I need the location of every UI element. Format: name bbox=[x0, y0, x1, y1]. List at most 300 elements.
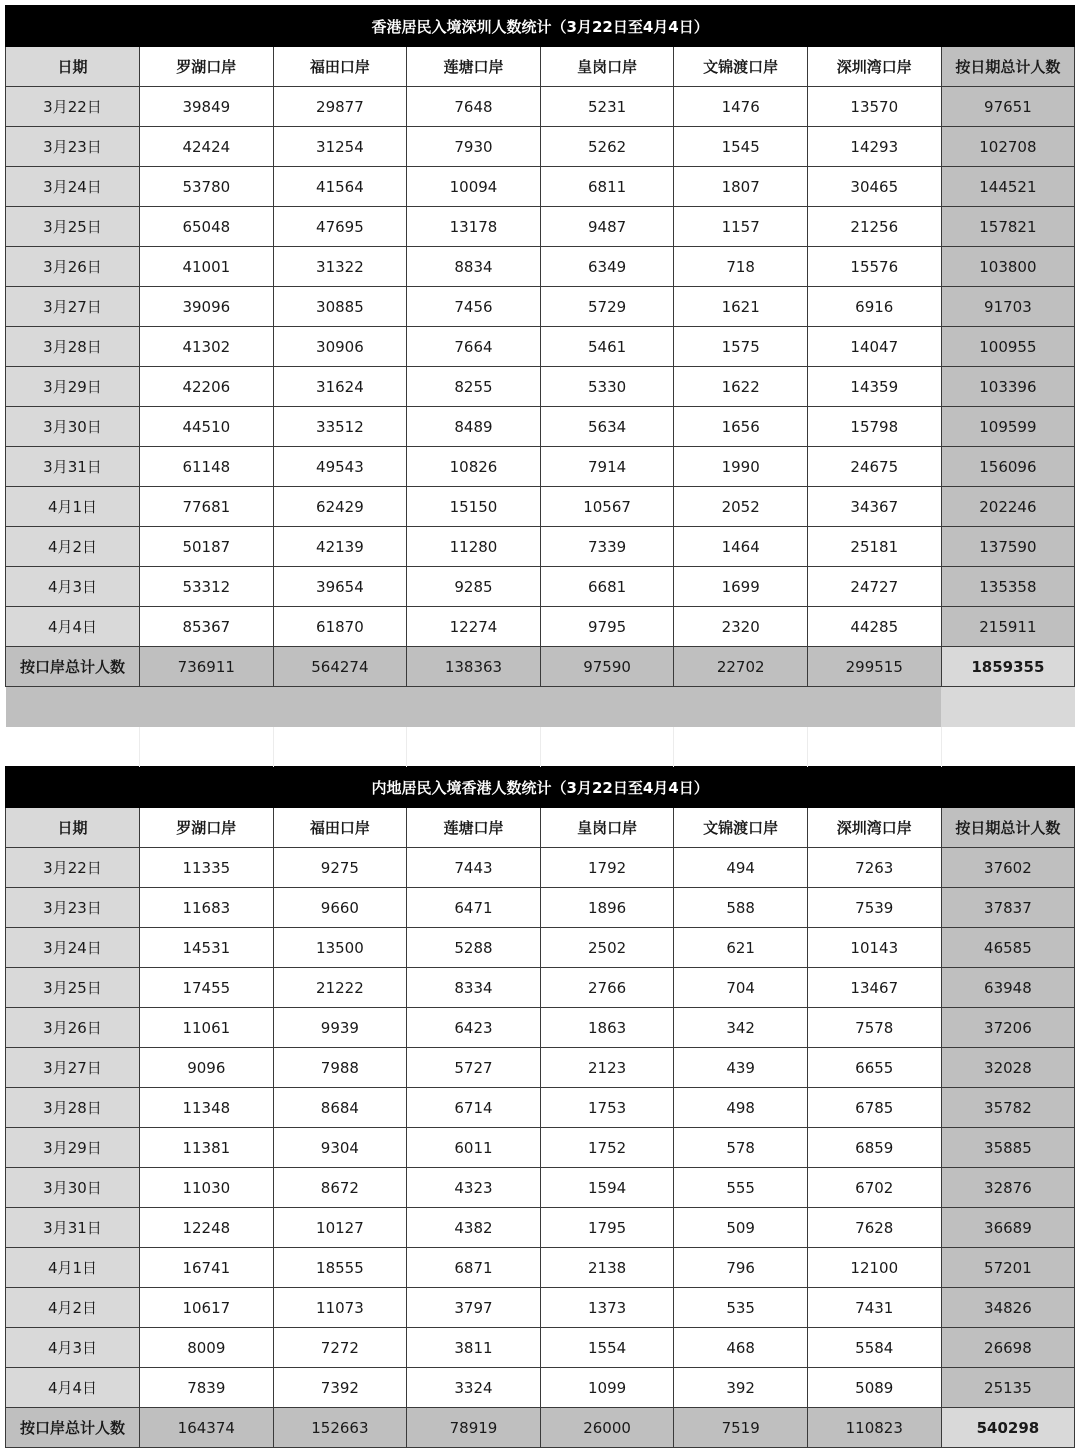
value-cell[interactable]: 31624 bbox=[273, 367, 407, 407]
value-cell[interactable]: 5729 bbox=[540, 287, 674, 327]
value-cell[interactable]: 6714 bbox=[407, 1088, 541, 1128]
value-cell[interactable]: 6655 bbox=[807, 1048, 941, 1088]
value-cell[interactable]: 1795 bbox=[540, 1208, 674, 1248]
value-cell[interactable]: 535 bbox=[674, 1288, 808, 1328]
table-row bbox=[6, 1288, 1075, 1328]
value-cell[interactable]: 4382 bbox=[407, 1208, 541, 1248]
value-cell[interactable]: 61870 bbox=[273, 607, 407, 647]
value-cell[interactable]: 13500 bbox=[273, 928, 407, 968]
value-cell[interactable]: 24675 bbox=[807, 447, 941, 487]
date-cell[interactable]: 3月31日 bbox=[6, 447, 140, 487]
value-cell[interactable]: 2766 bbox=[540, 968, 674, 1008]
date-cell[interactable]: 3月23日 bbox=[6, 888, 140, 928]
value-cell[interactable]: 11335 bbox=[140, 848, 274, 888]
table-row bbox=[6, 287, 1075, 327]
value-cell[interactable]: 5584 bbox=[807, 1328, 941, 1368]
value-cell[interactable]: 7628 bbox=[807, 1208, 941, 1248]
value-cell[interactable]: 14359 bbox=[807, 367, 941, 407]
value-cell[interactable]: 30465 bbox=[807, 167, 941, 207]
date-total-cell[interactable]: 156096 bbox=[941, 447, 1075, 487]
date-total-cell[interactable]: 57201 bbox=[941, 1248, 1075, 1288]
table-row bbox=[6, 1208, 1075, 1248]
date-cell[interactable]: 3月25日 bbox=[6, 968, 140, 1008]
value-cell[interactable]: 1753 bbox=[540, 1088, 674, 1128]
value-cell[interactable]: 61148 bbox=[140, 447, 274, 487]
date-total-cell[interactable]: 215911 bbox=[941, 607, 1075, 647]
value-cell[interactable]: 7263 bbox=[807, 848, 941, 888]
date-total-cell[interactable]: 63948 bbox=[941, 968, 1075, 1008]
value-cell[interactable]: 13467 bbox=[807, 968, 941, 1008]
column-header[interactable]: 文锦渡口岸 bbox=[674, 47, 808, 87]
date-cell[interactable]: 3月26日 bbox=[6, 247, 140, 287]
value-cell[interactable]: 8255 bbox=[407, 367, 541, 407]
spreadsheet bbox=[5, 5, 1074, 1448]
column-header[interactable]: 罗湖口岸 bbox=[140, 47, 274, 87]
value-cell[interactable]: 9487 bbox=[540, 207, 674, 247]
date-cell[interactable]: 3月28日 bbox=[6, 1088, 140, 1128]
port-total-cell[interactable]: 736911 bbox=[140, 647, 274, 687]
hk-to-sz-table-title: 香港居民入境深圳人数统计（3月22日至4月4日） bbox=[6, 6, 1075, 47]
value-cell[interactable]: 10143 bbox=[807, 928, 941, 968]
value-cell[interactable]: 7339 bbox=[540, 527, 674, 567]
value-cell[interactable]: 39654 bbox=[273, 567, 407, 607]
value-cell[interactable]: 5461 bbox=[540, 327, 674, 367]
table-row bbox=[6, 367, 1075, 407]
port-total-cell[interactable]: 564274 bbox=[273, 647, 407, 687]
value-cell[interactable]: 1656 bbox=[674, 407, 808, 447]
value-cell[interactable]: 1621 bbox=[674, 287, 808, 327]
grand-total-cell[interactable]: 540298 bbox=[941, 1408, 1075, 1448]
value-cell[interactable]: 7664 bbox=[407, 327, 541, 367]
date-total-cell[interactable]: 144521 bbox=[941, 167, 1075, 207]
value-cell[interactable]: 15576 bbox=[807, 247, 941, 287]
table-row bbox=[6, 1328, 1075, 1368]
value-cell[interactable]: 14293 bbox=[807, 127, 941, 167]
value-cell[interactable]: 392 bbox=[674, 1368, 808, 1408]
value-cell[interactable]: 7648 bbox=[407, 87, 541, 127]
value-cell[interactable]: 21256 bbox=[807, 207, 941, 247]
value-cell[interactable]: 509 bbox=[674, 1208, 808, 1248]
port-total-cell[interactable]: 26000 bbox=[540, 1408, 674, 1448]
value-cell[interactable]: 5288 bbox=[407, 928, 541, 968]
port-total-cell[interactable]: 22702 bbox=[674, 647, 808, 687]
table-row bbox=[6, 527, 1075, 567]
value-cell[interactable]: 9939 bbox=[273, 1008, 407, 1048]
value-cell[interactable]: 10567 bbox=[540, 487, 674, 527]
value-cell[interactable]: 439 bbox=[674, 1048, 808, 1088]
date-total-cell[interactable]: 102708 bbox=[941, 127, 1075, 167]
value-cell[interactable]: 796 bbox=[674, 1248, 808, 1288]
empty-cell[interactable] bbox=[140, 727, 274, 767]
value-cell[interactable]: 5727 bbox=[407, 1048, 541, 1088]
column-header[interactable]: 莲塘口岸 bbox=[407, 47, 541, 87]
empty-cell[interactable] bbox=[273, 727, 407, 767]
empty-cell[interactable] bbox=[407, 727, 541, 767]
value-cell[interactable]: 53312 bbox=[140, 567, 274, 607]
date-cell[interactable]: 4月2日 bbox=[6, 1288, 140, 1328]
date-total-cell[interactable]: 157821 bbox=[941, 207, 1075, 247]
value-cell[interactable]: 8009 bbox=[140, 1328, 274, 1368]
date-total-cell[interactable]: 36689 bbox=[941, 1208, 1075, 1248]
value-cell[interactable]: 9660 bbox=[273, 888, 407, 928]
value-cell[interactable]: 33512 bbox=[273, 407, 407, 447]
date-cell[interactable]: 3月26日 bbox=[6, 1008, 140, 1048]
date-total-cell[interactable]: 32028 bbox=[941, 1048, 1075, 1088]
column-header[interactable]: 福田口岸 bbox=[273, 808, 407, 848]
value-cell[interactable]: 1896 bbox=[540, 888, 674, 928]
value-cell[interactable]: 65048 bbox=[140, 207, 274, 247]
table-row bbox=[6, 1368, 1075, 1408]
value-cell[interactable]: 12248 bbox=[140, 1208, 274, 1248]
date-cell[interactable]: 3月25日 bbox=[6, 207, 140, 247]
value-cell[interactable]: 7443 bbox=[407, 848, 541, 888]
date-total-cell[interactable]: 103800 bbox=[941, 247, 1075, 287]
value-cell[interactable]: 3811 bbox=[407, 1328, 541, 1368]
value-cell[interactable]: 44510 bbox=[140, 407, 274, 447]
value-cell[interactable]: 53780 bbox=[140, 167, 274, 207]
value-cell[interactable]: 6423 bbox=[407, 1008, 541, 1048]
empty-cell[interactable] bbox=[674, 727, 808, 767]
column-header[interactable]: 深圳湾口岸 bbox=[807, 808, 941, 848]
value-cell[interactable]: 1807 bbox=[674, 167, 808, 207]
port-total-cell[interactable]: 78919 bbox=[407, 1408, 541, 1448]
value-cell[interactable]: 578 bbox=[674, 1128, 808, 1168]
value-cell[interactable]: 555 bbox=[674, 1168, 808, 1208]
value-cell[interactable]: 15798 bbox=[807, 407, 941, 447]
mainland-to-hk-header-row bbox=[6, 808, 1075, 848]
value-cell[interactable]: 588 bbox=[674, 888, 808, 928]
value-cell[interactable]: 29877 bbox=[273, 87, 407, 127]
value-cell[interactable]: 7578 bbox=[807, 1008, 941, 1048]
date-total-cell[interactable]: 91703 bbox=[941, 287, 1075, 327]
date-cell[interactable]: 4月3日 bbox=[6, 567, 140, 607]
value-cell[interactable]: 10617 bbox=[140, 1288, 274, 1328]
column-header[interactable]: 莲塘口岸 bbox=[407, 808, 541, 848]
value-cell[interactable]: 34367 bbox=[807, 487, 941, 527]
column-header[interactable]: 皇岗口岸 bbox=[540, 47, 674, 87]
date-cell[interactable]: 3月30日 bbox=[6, 407, 140, 447]
date-cell[interactable]: 3月31日 bbox=[6, 1208, 140, 1248]
date-total-cell[interactable]: 37837 bbox=[941, 888, 1075, 928]
table-row bbox=[6, 207, 1075, 247]
totals-label[interactable]: 按口岸总计人数 bbox=[6, 647, 140, 687]
value-cell[interactable]: 8834 bbox=[407, 247, 541, 287]
value-cell[interactable]: 30906 bbox=[273, 327, 407, 367]
date-cell[interactable]: 3月28日 bbox=[6, 327, 140, 367]
date-total-cell[interactable]: 32876 bbox=[941, 1168, 1075, 1208]
value-cell[interactable]: 621 bbox=[674, 928, 808, 968]
table-row bbox=[6, 1008, 1075, 1048]
value-cell[interactable]: 7272 bbox=[273, 1328, 407, 1368]
value-cell[interactable]: 39096 bbox=[140, 287, 274, 327]
date-cell[interactable]: 3月27日 bbox=[6, 1048, 140, 1088]
value-cell[interactable]: 5330 bbox=[540, 367, 674, 407]
date-cell[interactable]: 4月4日 bbox=[6, 607, 140, 647]
value-cell[interactable]: 7456 bbox=[407, 287, 541, 327]
value-cell[interactable]: 1464 bbox=[674, 527, 808, 567]
date-cell[interactable]: 3月24日 bbox=[6, 928, 140, 968]
value-cell[interactable]: 1545 bbox=[674, 127, 808, 167]
date-cell[interactable]: 3月24日 bbox=[6, 167, 140, 207]
hk-to-sz-title-row bbox=[6, 6, 1075, 47]
port-total-cell[interactable]: 110823 bbox=[807, 1408, 941, 1448]
value-cell[interactable]: 1575 bbox=[674, 327, 808, 367]
date-total-cell[interactable]: 35885 bbox=[941, 1128, 1075, 1168]
hk-to-sz-header-row bbox=[6, 47, 1075, 87]
table-row bbox=[6, 968, 1075, 1008]
port-total-cell[interactable]: 164374 bbox=[140, 1408, 274, 1448]
date-total-cell[interactable]: 26698 bbox=[941, 1328, 1075, 1368]
date-total-cell[interactable]: 35782 bbox=[941, 1088, 1075, 1128]
date-cell[interactable]: 4月2日 bbox=[6, 527, 140, 567]
date-total-cell[interactable]: 37602 bbox=[941, 848, 1075, 888]
value-cell[interactable]: 31322 bbox=[273, 247, 407, 287]
value-cell[interactable]: 342 bbox=[674, 1008, 808, 1048]
value-cell[interactable]: 468 bbox=[674, 1328, 808, 1368]
value-cell[interactable]: 11683 bbox=[140, 888, 274, 928]
date-cell[interactable]: 4月1日 bbox=[6, 487, 140, 527]
column-header[interactable]: 罗湖口岸 bbox=[140, 808, 274, 848]
value-cell[interactable]: 6702 bbox=[807, 1168, 941, 1208]
date-cell[interactable]: 4月3日 bbox=[6, 1328, 140, 1368]
value-cell[interactable]: 8684 bbox=[273, 1088, 407, 1128]
column-header[interactable]: 按日期总计人数 bbox=[941, 808, 1075, 848]
date-cell[interactable]: 3月23日 bbox=[6, 127, 140, 167]
value-cell[interactable]: 1554 bbox=[540, 1328, 674, 1368]
value-cell[interactable]: 41302 bbox=[140, 327, 274, 367]
border-crossing-tables bbox=[5, 5, 1075, 1448]
value-cell[interactable]: 30885 bbox=[273, 287, 407, 327]
empty-cell[interactable] bbox=[540, 727, 674, 767]
value-cell[interactable]: 718 bbox=[674, 247, 808, 287]
value-cell[interactable]: 1752 bbox=[540, 1128, 674, 1168]
table-row bbox=[6, 928, 1075, 968]
value-cell[interactable]: 17455 bbox=[140, 968, 274, 1008]
table-row bbox=[6, 1248, 1075, 1288]
value-cell[interactable]: 10094 bbox=[407, 167, 541, 207]
column-header[interactable]: 深圳湾口岸 bbox=[807, 47, 941, 87]
value-cell[interactable]: 47695 bbox=[273, 207, 407, 247]
mainland-to-hk-title-row bbox=[6, 767, 1075, 808]
value-cell[interactable]: 1157 bbox=[674, 207, 808, 247]
table-row bbox=[6, 848, 1075, 888]
value-cell[interactable]: 42424 bbox=[140, 127, 274, 167]
table-row bbox=[6, 447, 1075, 487]
value-cell[interactable]: 41001 bbox=[140, 247, 274, 287]
port-total-cell[interactable]: 299515 bbox=[807, 647, 941, 687]
table-row bbox=[6, 167, 1075, 207]
value-cell[interactable]: 2320 bbox=[674, 607, 808, 647]
value-cell[interactable]: 13570 bbox=[807, 87, 941, 127]
empty-cell[interactable] bbox=[941, 727, 1075, 767]
date-cell[interactable]: 3月22日 bbox=[6, 848, 140, 888]
value-cell[interactable]: 11381 bbox=[140, 1128, 274, 1168]
value-cell[interactable]: 5231 bbox=[540, 87, 674, 127]
date-total-cell[interactable]: 135358 bbox=[941, 567, 1075, 607]
value-cell[interactable]: 3797 bbox=[407, 1288, 541, 1328]
date-total-cell[interactable]: 202246 bbox=[941, 487, 1075, 527]
value-cell[interactable]: 10826 bbox=[407, 447, 541, 487]
value-cell[interactable]: 44285 bbox=[807, 607, 941, 647]
value-cell[interactable]: 8334 bbox=[407, 968, 541, 1008]
value-cell[interactable]: 2502 bbox=[540, 928, 674, 968]
column-header[interactable]: 日期 bbox=[6, 47, 140, 87]
totals-label[interactable]: 按口岸总计人数 bbox=[6, 1408, 140, 1448]
value-cell[interactable]: 12100 bbox=[807, 1248, 941, 1288]
date-cell[interactable]: 3月29日 bbox=[6, 1128, 140, 1168]
value-cell[interactable]: 9275 bbox=[273, 848, 407, 888]
date-total-cell[interactable]: 97651 bbox=[941, 87, 1075, 127]
column-header[interactable]: 皇岗口岸 bbox=[540, 808, 674, 848]
value-cell[interactable]: 494 bbox=[674, 848, 808, 888]
table-row bbox=[6, 127, 1075, 167]
table-row bbox=[6, 1048, 1075, 1088]
value-cell[interactable]: 14531 bbox=[140, 928, 274, 968]
value-cell[interactable]: 9285 bbox=[407, 567, 541, 607]
date-total-cell[interactable]: 100955 bbox=[941, 327, 1075, 367]
value-cell[interactable]: 6471 bbox=[407, 888, 541, 928]
value-cell[interactable]: 4323 bbox=[407, 1168, 541, 1208]
date-total-cell[interactable]: 37206 bbox=[941, 1008, 1075, 1048]
column-header[interactable]: 日期 bbox=[6, 808, 140, 848]
value-cell[interactable]: 9795 bbox=[540, 607, 674, 647]
empty-cell[interactable] bbox=[807, 727, 941, 767]
date-total-cell[interactable]: 137590 bbox=[941, 527, 1075, 567]
value-cell[interactable]: 39849 bbox=[140, 87, 274, 127]
value-cell[interactable]: 10127 bbox=[273, 1208, 407, 1248]
value-cell[interactable]: 5262 bbox=[540, 127, 674, 167]
table-row bbox=[6, 407, 1075, 447]
value-cell[interactable]: 1099 bbox=[540, 1368, 674, 1408]
table-row bbox=[6, 247, 1075, 287]
table-row bbox=[6, 1168, 1075, 1208]
table-row bbox=[6, 87, 1075, 127]
value-cell[interactable]: 14047 bbox=[807, 327, 941, 367]
port-total-cell[interactable]: 7519 bbox=[674, 1408, 808, 1448]
value-cell[interactable]: 9096 bbox=[140, 1048, 274, 1088]
value-cell[interactable]: 5089 bbox=[807, 1368, 941, 1408]
value-cell[interactable]: 18555 bbox=[273, 1248, 407, 1288]
value-cell[interactable]: 7839 bbox=[140, 1368, 274, 1408]
value-cell[interactable]: 7431 bbox=[807, 1288, 941, 1328]
value-cell[interactable]: 1990 bbox=[674, 447, 808, 487]
value-cell[interactable]: 7988 bbox=[273, 1048, 407, 1088]
value-cell[interactable]: 2123 bbox=[540, 1048, 674, 1088]
value-cell[interactable]: 1594 bbox=[540, 1168, 674, 1208]
value-cell[interactable]: 6785 bbox=[807, 1088, 941, 1128]
value-cell[interactable]: 31254 bbox=[273, 127, 407, 167]
value-cell[interactable]: 11030 bbox=[140, 1168, 274, 1208]
mainland-to-hk-totals-row bbox=[6, 1408, 1075, 1448]
value-cell[interactable]: 6681 bbox=[540, 567, 674, 607]
value-cell[interactable]: 11348 bbox=[140, 1088, 274, 1128]
value-cell[interactable]: 11061 bbox=[140, 1008, 274, 1048]
spacer-row-gray bbox=[6, 687, 1075, 728]
value-cell[interactable]: 7914 bbox=[540, 447, 674, 487]
date-total-cell[interactable]: 34826 bbox=[941, 1288, 1075, 1328]
value-cell[interactable]: 50187 bbox=[140, 527, 274, 567]
value-cell[interactable]: 13178 bbox=[407, 207, 541, 247]
value-cell[interactable]: 6349 bbox=[540, 247, 674, 287]
value-cell[interactable]: 11073 bbox=[273, 1288, 407, 1328]
value-cell[interactable]: 6859 bbox=[807, 1128, 941, 1168]
date-cell[interactable]: 4月1日 bbox=[6, 1248, 140, 1288]
value-cell[interactable]: 498 bbox=[674, 1088, 808, 1128]
value-cell[interactable]: 77681 bbox=[140, 487, 274, 527]
value-cell[interactable]: 704 bbox=[674, 968, 808, 1008]
value-cell[interactable]: 1792 bbox=[540, 848, 674, 888]
table-row bbox=[6, 327, 1075, 367]
table-row bbox=[6, 1128, 1075, 1168]
value-cell[interactable]: 2138 bbox=[540, 1248, 674, 1288]
value-cell[interactable]: 7392 bbox=[273, 1368, 407, 1408]
value-cell[interactable]: 2052 bbox=[674, 487, 808, 527]
value-cell[interactable]: 21222 bbox=[273, 968, 407, 1008]
port-total-cell[interactable]: 138363 bbox=[407, 647, 541, 687]
value-cell[interactable]: 5634 bbox=[540, 407, 674, 447]
value-cell[interactable]: 1622 bbox=[674, 367, 808, 407]
grand-total-cell[interactable]: 1859355 bbox=[941, 647, 1075, 687]
value-cell[interactable]: 6871 bbox=[407, 1248, 541, 1288]
value-cell[interactable]: 8672 bbox=[273, 1168, 407, 1208]
value-cell[interactable]: 25181 bbox=[807, 527, 941, 567]
date-cell[interactable]: 4月4日 bbox=[6, 1368, 140, 1408]
column-header[interactable]: 文锦渡口岸 bbox=[674, 808, 808, 848]
value-cell[interactable]: 24727 bbox=[807, 567, 941, 607]
value-cell[interactable]: 6011 bbox=[407, 1128, 541, 1168]
value-cell[interactable]: 3324 bbox=[407, 1368, 541, 1408]
value-cell[interactable]: 6916 bbox=[807, 287, 941, 327]
value-cell[interactable]: 7539 bbox=[807, 888, 941, 928]
port-total-cell[interactable]: 97590 bbox=[540, 647, 674, 687]
value-cell[interactable]: 1476 bbox=[674, 87, 808, 127]
value-cell[interactable]: 6811 bbox=[540, 167, 674, 207]
date-cell[interactable]: 3月29日 bbox=[6, 367, 140, 407]
date-total-cell[interactable]: 109599 bbox=[941, 407, 1075, 447]
value-cell[interactable]: 9304 bbox=[273, 1128, 407, 1168]
value-cell[interactable]: 11280 bbox=[407, 527, 541, 567]
value-cell[interactable]: 1699 bbox=[674, 567, 808, 607]
column-header[interactable]: 按日期总计人数 bbox=[941, 47, 1075, 87]
value-cell[interactable]: 16741 bbox=[140, 1248, 274, 1288]
empty-cell[interactable] bbox=[6, 727, 140, 767]
date-cell[interactable]: 3月30日 bbox=[6, 1168, 140, 1208]
value-cell[interactable]: 8489 bbox=[407, 407, 541, 447]
value-cell[interactable]: 41564 bbox=[273, 167, 407, 207]
value-cell[interactable]: 85367 bbox=[140, 607, 274, 647]
value-cell[interactable]: 7930 bbox=[407, 127, 541, 167]
value-cell[interactable]: 42139 bbox=[273, 527, 407, 567]
port-total-cell[interactable]: 152663 bbox=[273, 1408, 407, 1448]
value-cell[interactable]: 1863 bbox=[540, 1008, 674, 1048]
table-body bbox=[6, 6, 1075, 1448]
column-header[interactable]: 福田口岸 bbox=[273, 47, 407, 87]
date-cell[interactable]: 3月22日 bbox=[6, 87, 140, 127]
spacer-cell[interactable] bbox=[6, 687, 942, 728]
date-total-cell[interactable]: 103396 bbox=[941, 367, 1075, 407]
value-cell[interactable]: 62429 bbox=[273, 487, 407, 527]
value-cell[interactable]: 42206 bbox=[140, 367, 274, 407]
date-cell[interactable]: 3月27日 bbox=[6, 287, 140, 327]
value-cell[interactable]: 15150 bbox=[407, 487, 541, 527]
date-total-cell[interactable]: 46585 bbox=[941, 928, 1075, 968]
date-total-cell[interactable]: 25135 bbox=[941, 1368, 1075, 1408]
table-row bbox=[6, 888, 1075, 928]
value-cell[interactable]: 12274 bbox=[407, 607, 541, 647]
spacer-cell[interactable] bbox=[941, 687, 1075, 728]
value-cell[interactable]: 1373 bbox=[540, 1288, 674, 1328]
value-cell[interactable]: 49543 bbox=[273, 447, 407, 487]
